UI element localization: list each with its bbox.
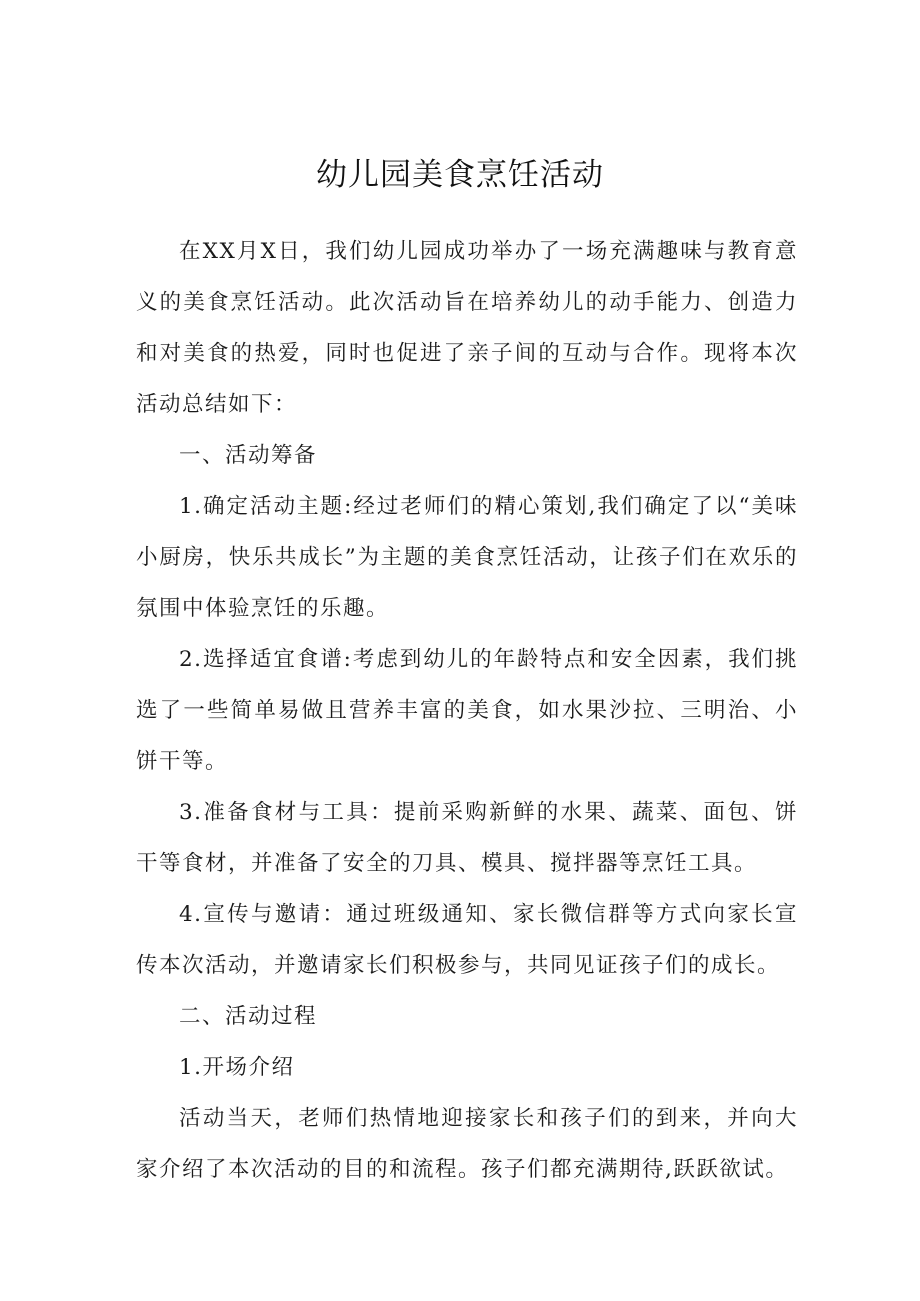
- preparation-item-3: 3.准备食材与工具：提前采购新鲜的水果、蔬菜、面包、饼干等食材，并准备了安全的刀具、模具、搅拌器等烹饪工具。: [136, 800, 798, 876]
- document-title: 幼儿园美食烹饪活动: [316, 156, 604, 193]
- preparation-item-1: 1.确定活动主题:经过老师们的精心策划,我们确定了以“美味小厨房，快乐共成长”为主题的美食烹饪活动，让孩子们在欢乐的氛围中体验烹饪的乐趣。: [136, 494, 798, 621]
- process-subheading-opening: 1.开场介绍: [179, 1055, 295, 1080]
- process-opening-paragraph: 活动当天，老师们热情地迎接家长和孩子们的到来，并向大家介绍了本次活动的目的和流程。孩子们都充满期待,跃跃欲试。: [136, 1106, 798, 1182]
- section-heading-preparation: 一、活动筹备: [179, 443, 318, 468]
- preparation-item-4: 4.宣传与邀请：通过班级通知、家长微信群等方式向家长宣传本次活动，并邀请家长们积极参与，共同见证孩子们的成长。: [136, 902, 798, 978]
- intro-paragraph: 在XX月X日，我们幼儿园成功举办了一场充满趣味与教育意义的美食烹饪活动。此次活动旨在培养幼儿的动手能力、创造力和对美食的热爱，同时也促进了亲子间的互动与合作。现将本次活动总结如下：: [136, 239, 798, 417]
- section-heading-process: 二、活动过程: [179, 1004, 318, 1029]
- document-body: [136, 226, 798, 1195]
- preparation-item-2: 2.选择适宜食谱:考虑到幼儿的年龄特点和安全因素，我们挑选了一些简单易做且营养丰富的美食，如水果沙拉、三明治、小饼干等。: [136, 647, 798, 774]
